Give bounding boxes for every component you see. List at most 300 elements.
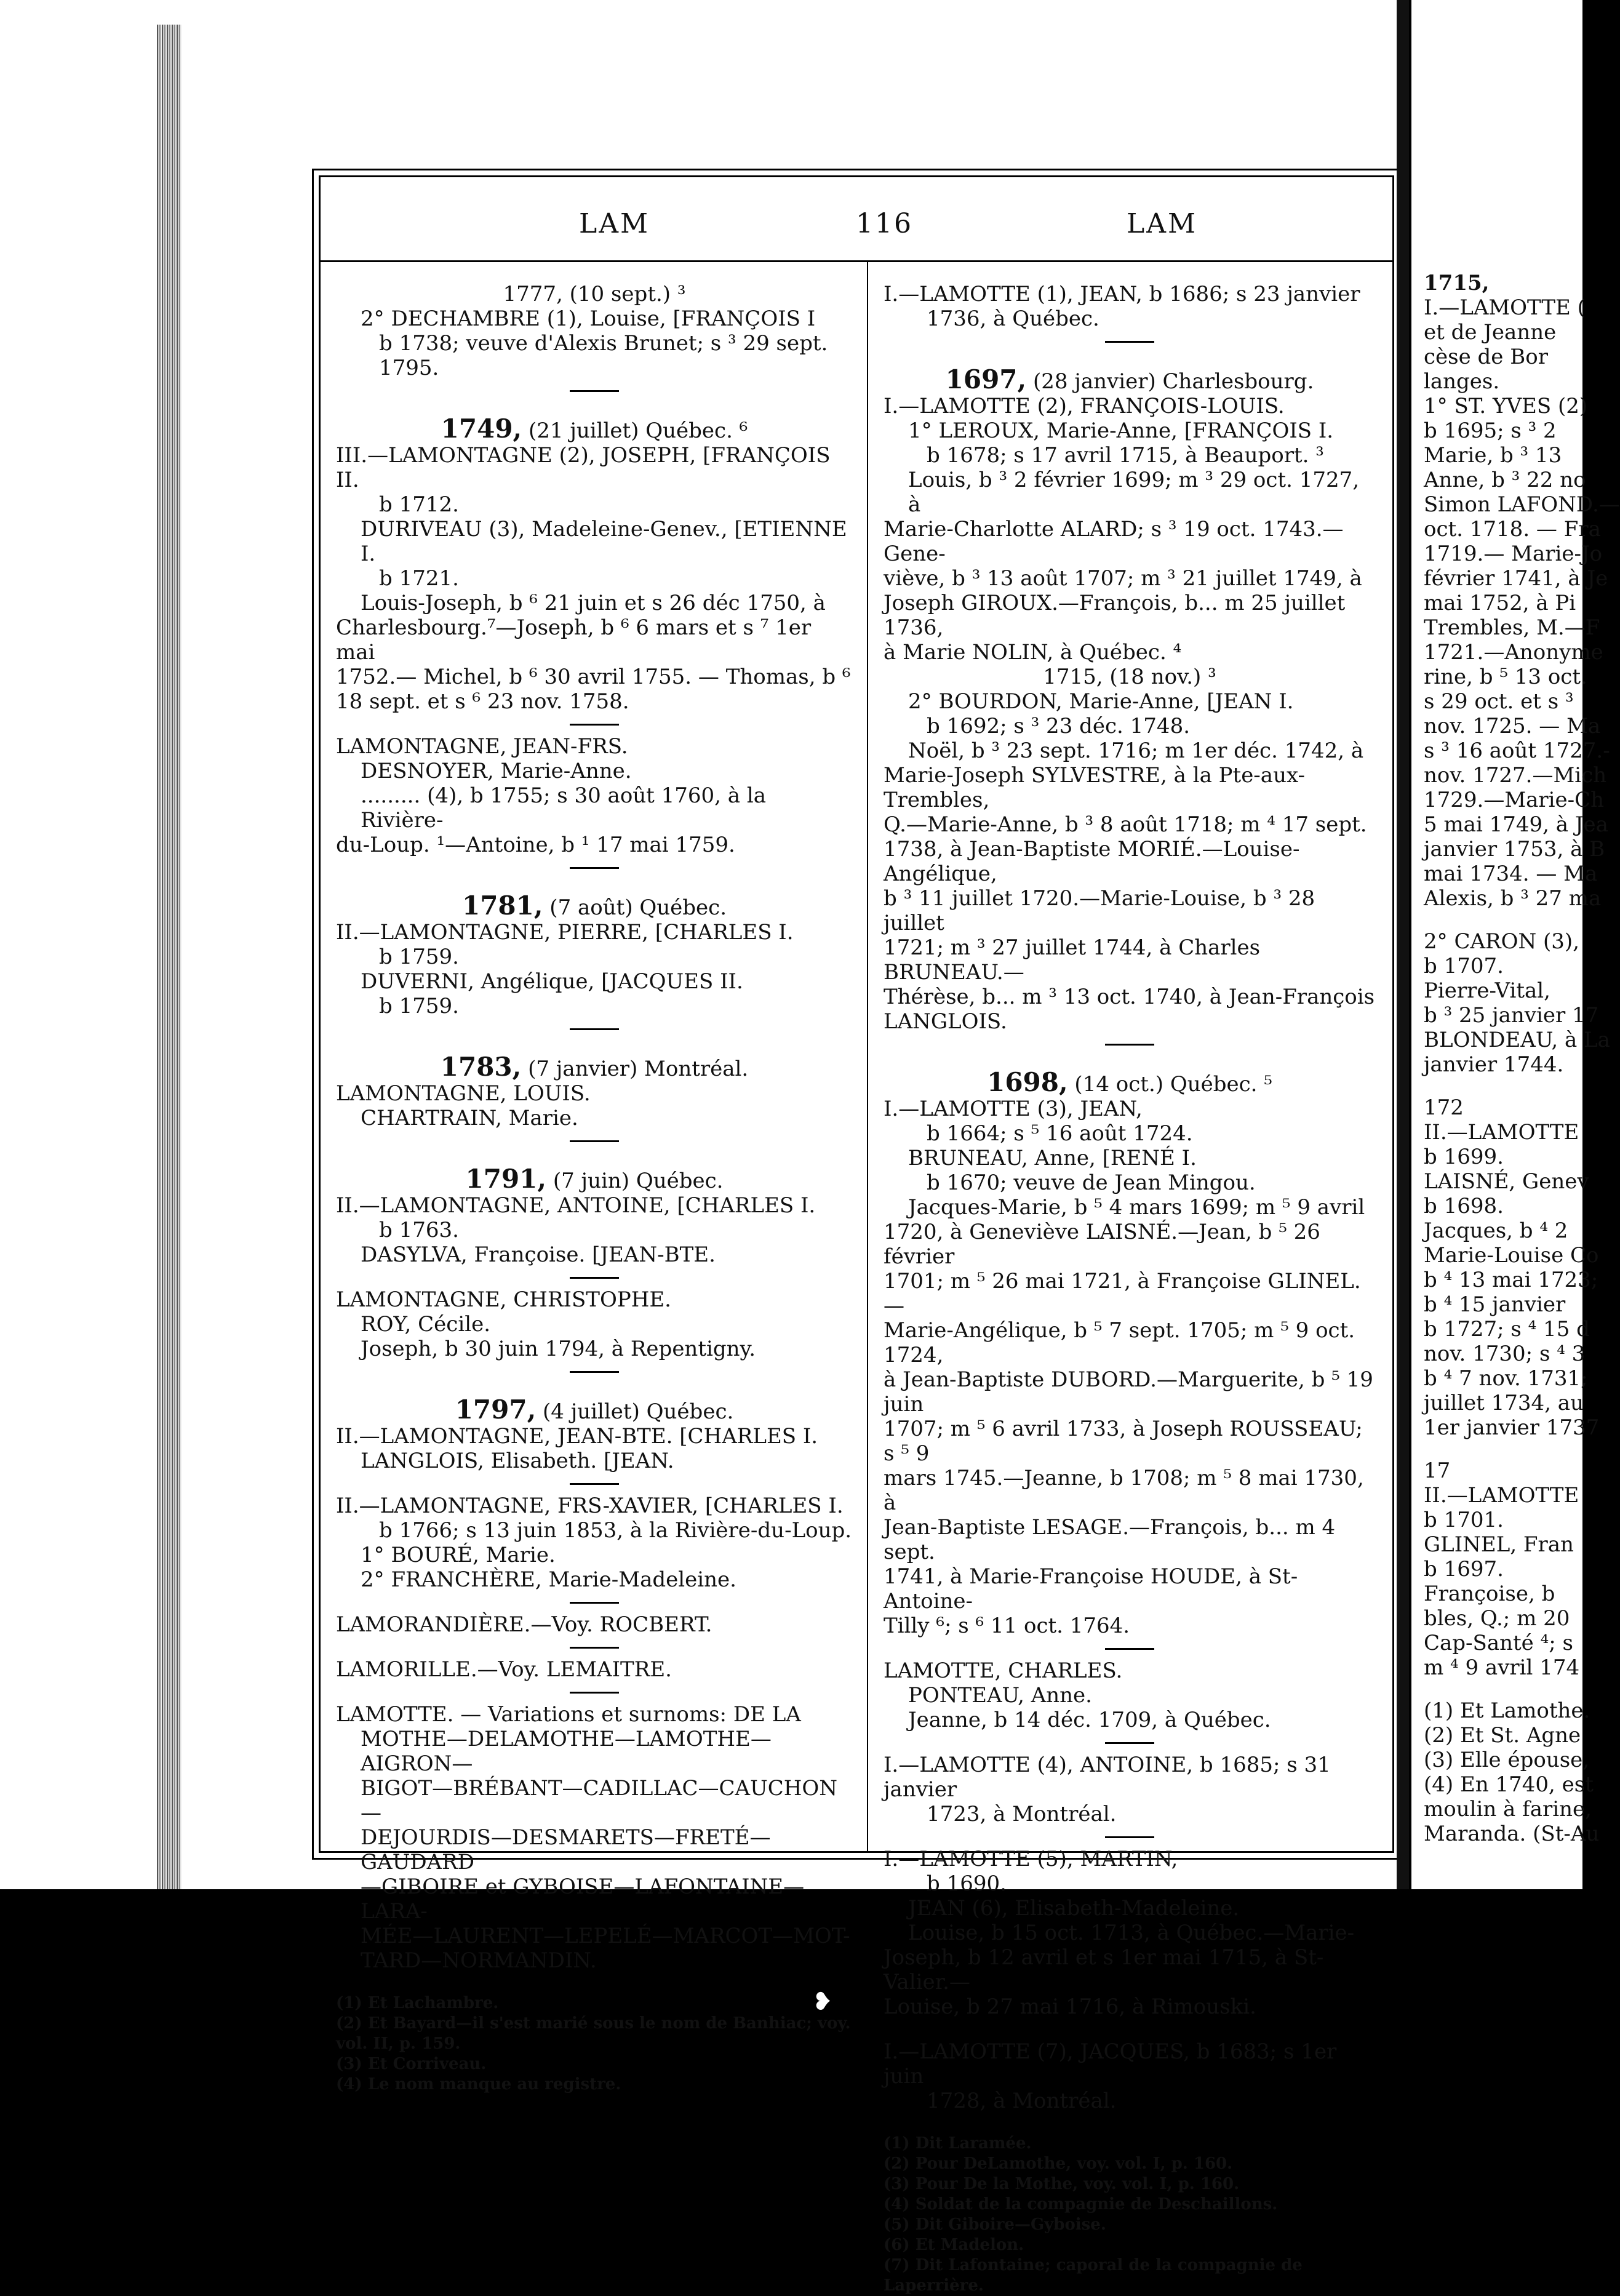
entry-line [884, 738, 1376, 763]
facing-line: II.—LAMOTTE [1424, 1483, 1579, 1508]
entry-line [336, 1825, 853, 1874]
entry-line [336, 443, 853, 492]
entry-line [884, 812, 1376, 837]
entry-line [336, 591, 853, 615]
facing-line: langes. [1424, 369, 1500, 394]
entry-line [884, 935, 1376, 985]
entry-separator [570, 1277, 619, 1279]
facing-line: b 1699. [1424, 1145, 1504, 1169]
entry-line [336, 833, 853, 857]
entry-line [336, 689, 853, 714]
entry-text: DEJOURDIS—DESMARETS—FRETÉ—GAUDARD [361, 1825, 771, 1874]
facing-page-text [1424, 271, 1620, 1846]
footnote: (1) Dit Laramée. [884, 2134, 1032, 2153]
facing-line: Trembles, M.—F [1424, 615, 1600, 640]
entry-text: 1701; m ⁵ 26 mai 1721, à Françoise GLINEL.— [884, 1269, 1361, 1318]
facing-line: 1729.—Marie-Ch [1424, 788, 1605, 812]
year: 1698, [987, 1067, 1068, 1097]
entry-text: b 1670; veuve de Jean Mingou. [927, 1170, 1256, 1195]
year: 1749, [441, 414, 522, 444]
footnote: (2) Et Bayard—il s'est marié sous le nom de Banhiac; voy. vol. II, p. 159. [336, 2014, 851, 2053]
facing-line: (1) Et Lamothe. [1424, 1698, 1590, 1723]
entry-text: I.—LAMOTTE (4), ANTOINE, b 1685; s 31 janvier [884, 1753, 1331, 1802]
marriage-year-line [884, 364, 1376, 394]
entry-line [884, 886, 1376, 935]
year: 1697, [945, 364, 1027, 394]
entry-separator [570, 1602, 619, 1604]
column-divider [867, 260, 868, 1851]
facing-line: Simon LAFOND.— [1424, 492, 1620, 517]
facing-line: moulin à farine, [1424, 1797, 1592, 1822]
entry-line [336, 994, 853, 1018]
entry-text: Louis-Joseph, b ⁶ 21 juin et s 26 déc 1750, à [361, 591, 826, 615]
entry-text: Jacques-Marie, b ⁵ 4 mars 1699; m ⁵ 9 avril [908, 1195, 1365, 1220]
facing-line: mai 1752, à Pi [1424, 591, 1576, 615]
entry-line [336, 1287, 853, 1312]
facing-line: nov. 1727.—Mich [1424, 763, 1607, 788]
entry-line [336, 1193, 853, 1218]
footnote: (5) Dit Giboire—Gyboise. [884, 2215, 1106, 2234]
entry-line [884, 2089, 1376, 2113]
entry-text: 1723, à Montréal. [927, 1802, 1117, 1826]
entry-text: 1° BOURÉ, Marie. [361, 1543, 556, 1567]
entry-line [336, 1424, 853, 1449]
entry-line [884, 763, 1376, 812]
entry-line [336, 1776, 853, 1825]
entry-line [336, 1106, 853, 1130]
entry-line [884, 591, 1376, 640]
entry-separator [1105, 1044, 1154, 1046]
year: 1783, [440, 1052, 522, 1082]
entry-line [336, 1567, 853, 1592]
entry-line [336, 1337, 853, 1361]
facing-line: b 1727; s ⁴ 15 d [1424, 1317, 1590, 1342]
entry-text: 2° DECHAMBRE (1), Louise, [FRANÇOIS I [361, 306, 816, 331]
entry-text: b 1692; s ³ 23 déc. 1748. [927, 714, 1191, 738]
entry-line [884, 1269, 1376, 1318]
facing-line: Pierre-Vital, [1424, 978, 1550, 1003]
entry-line [336, 1948, 853, 1973]
entry-text: à Marie NOLIN, à Québec. ⁴ [884, 640, 1182, 665]
footnote: (3) Pour De la Mothe, voy. vol. I, p. 160. [884, 2175, 1240, 2193]
entry-line [884, 566, 1376, 591]
facing-page [1409, 0, 1620, 1889]
facing-line: Marie-Louise Co [1424, 1243, 1599, 1268]
footnote: (4) Soldat de la compagnie de Deschaillons. [884, 2195, 1278, 2214]
marriage-year-line [884, 1067, 1376, 1097]
entry-text: II.—LAMONTAGNE, JEAN-BTE. [CHARLES I. [336, 1424, 818, 1449]
marriage-year-line [336, 414, 853, 444]
marriage-year-line [336, 1394, 853, 1425]
entry-text: Marie-Angélique, b ⁵ 7 sept. 1705; m ⁵ 9 oct. 1724, [884, 1318, 1355, 1367]
page-frame [319, 175, 1394, 2295]
entry-text: (7 août) Québec. [543, 895, 727, 920]
entry-text: I.—LAMOTTE (5), MARTIN, [884, 1847, 1178, 1871]
entry-line [336, 665, 853, 689]
entry-line [336, 1924, 853, 1948]
entry-text: 1738, à Jean-Baptiste MORIÉ.—Louise-Angélique, [884, 837, 1300, 886]
entry-separator [570, 1692, 619, 1694]
entry-line [884, 1896, 1376, 1921]
facing-line: Jacques, b ⁴ 2 [1424, 1218, 1568, 1243]
entry-line [884, 1318, 1376, 1367]
entry-line [884, 2039, 1376, 2089]
entry-line [884, 1195, 1376, 1220]
facing-line: nov. 1730; s ⁴ 3 [1424, 1342, 1586, 1366]
entry-line [336, 306, 853, 331]
entry-text: Marie-Joseph SYLVESTRE, à la Pte-aux-Trembles, [884, 763, 1306, 812]
entry-text: (21 juillet) Québec. ⁶ [522, 418, 748, 443]
facing-line: mai 1734. — Ma [1424, 862, 1598, 886]
facing-line: 172 [1424, 1095, 1464, 1120]
marriage-year-line [336, 1164, 853, 1194]
entry-text: I.—LAMOTTE (2), FRANÇOIS-LOUIS. [884, 394, 1285, 418]
footnotes [884, 2126, 1376, 2296]
facing-line: 17 [1424, 1458, 1451, 1483]
entry-text: 1715, (18 nov.) ³ [1043, 665, 1216, 689]
year: 1781, [461, 890, 543, 921]
entry-separator [1105, 341, 1154, 343]
entry-text: 1721; m ³ 27 juillet 1744, à Charles BRUNEAU.— [884, 935, 1261, 985]
left-column [336, 282, 853, 2095]
entry-text: Noël, b ³ 23 sept. 1716; m 1er déc. 1742, à [908, 738, 1364, 763]
entry-text: LAMOTTE, CHARLES. [884, 1658, 1123, 1683]
entry-text: II.—LAMONTAGNE, PIERRE, [CHARLES I. [336, 920, 794, 945]
facing-line: 1721.—Anonyme [1424, 640, 1603, 665]
entry-text: b 1664; s ⁵ 16 août 1724. [927, 1121, 1193, 1146]
entry-line [884, 1220, 1376, 1269]
entry-text: b 1721. [379, 566, 459, 591]
entry-line [336, 734, 853, 759]
entry-text: (28 janvier) Charlesbourg. [1026, 369, 1314, 394]
entry-separator [570, 1028, 619, 1030]
header-left: LAM [579, 208, 650, 239]
entry-line [884, 1009, 1376, 1034]
entry-text: b ³ 11 juillet 1720.—Marie-Louise, b ³ 28 juillet [884, 886, 1315, 935]
facing-line: Cap-Santé ⁴; s [1424, 1631, 1573, 1655]
entry-line [884, 1515, 1376, 1564]
entry-text: LAMOTTE. — Variations et surnoms: DE LA [336, 1702, 801, 1727]
entry-line [336, 492, 853, 517]
entry-text: b 1690. [927, 1871, 1007, 1896]
entry-line [336, 1727, 853, 1776]
facing-line: janvier 1744. [1424, 1052, 1564, 1077]
entry-line [884, 1121, 1376, 1146]
year: 1797, [455, 1394, 537, 1425]
page-number: 116 [856, 208, 913, 239]
entry-text: I.—LAMOTTE (7), JACQUES, b 1683; s 1er juin [884, 2039, 1337, 2089]
facing-line: bles, Q.; m 20 [1424, 1606, 1570, 1631]
facing-line: b ⁴ 7 nov. 1731; [1424, 1366, 1588, 1391]
entry-text: JEAN (6), Elisabeth-Madeleine. [908, 1896, 1240, 1921]
entry-text: Joseph GIROUX.—François, b... m 25 juillet 1736, [884, 591, 1346, 640]
entry-text: (4 juillet) Québec. [536, 1399, 734, 1424]
entry-text: I.—LAMOTTE (1), JEAN, b 1686; s 23 janvier [884, 282, 1360, 306]
entry-text: LANGLOIS, Elisabeth. [JEAN. [361, 1449, 674, 1473]
facing-line: Marie, b ³ 13 [1424, 443, 1562, 468]
entry-line [884, 443, 1376, 468]
facing-line: cèse de Bor [1424, 345, 1548, 369]
entry-text: 1777, (10 sept.) ³ [503, 282, 686, 306]
entry-text: Charlesbourg.⁷—Joseph, b ⁶ 6 mars et s ⁷ 1er mai [336, 615, 812, 665]
facing-line: Françoise, b [1424, 1582, 1555, 1606]
facing-line: Maranda. (St-Au [1424, 1822, 1600, 1846]
entry-line [884, 1146, 1376, 1170]
facing-line: b 1701. [1424, 1508, 1504, 1532]
facing-line: b 1695; s ³ 2 [1424, 418, 1557, 443]
entry-text: b 1766; s 13 juin 1853, à la Rivière-du-Loup. [379, 1518, 852, 1543]
entry-line [336, 615, 853, 665]
facing-line: Alexis, b ³ 27 ma [1424, 886, 1602, 911]
entry-text: Q.—Marie-Anne, b ³ 8 août 1718; m ⁴ 17 sept. [884, 812, 1367, 837]
entry-line [884, 1802, 1376, 1826]
entry-text: LAMONTAGNE, CHRISTOPHE. [336, 1287, 671, 1312]
entry-text: 1752.— Michel, b ⁶ 30 avril 1755. — Thomas, b ⁶ [336, 665, 851, 689]
entry-line [884, 394, 1376, 418]
entry-line [884, 1417, 1376, 1466]
entry-separator [570, 1647, 619, 1649]
entry-line [884, 1466, 1376, 1515]
entry-text: (7 janvier) Montréal. [521, 1057, 749, 1081]
entry-separator [1105, 1742, 1154, 1744]
entry-line [884, 1367, 1376, 1417]
entry-line [336, 920, 853, 945]
entry-line [336, 1518, 853, 1543]
facing-line: GLINEL, Fran [1424, 1532, 1574, 1557]
entry-text: BIGOT—BRÉBANT—CADILLAC—CAUCHON— [361, 1776, 837, 1825]
facing-line: (2) Et St. Agne [1424, 1723, 1581, 1748]
entry-text: b 1759. [379, 945, 459, 969]
facing-line: (3) Elle épouse, [1424, 1748, 1590, 1772]
entry-text: I.—LAMOTTE (3), JEAN, [884, 1097, 1143, 1121]
entry-separator [570, 1140, 619, 1142]
right-column [884, 282, 1376, 2296]
facing-line: nov. 1725. — Ma [1424, 714, 1601, 738]
entry-text: à Jean-Baptiste DUBORD.—Marguerite, b ⁵ 19 juin [884, 1367, 1373, 1417]
entry-line [884, 1097, 1376, 1121]
facing-line: janvier 1753, à B [1424, 837, 1605, 862]
entry-line [336, 331, 853, 356]
entry-line [336, 1874, 853, 1924]
entry-text: (7 juin) Québec. [546, 1169, 724, 1193]
entry-line [336, 282, 853, 306]
entry-separator [570, 1483, 619, 1485]
facing-line: 2° CARON (3), [1424, 929, 1580, 954]
facing-line [1424, 1440, 1608, 1458]
entry-line [884, 714, 1376, 738]
facing-line: m ⁴ 9 avril 174 [1424, 1655, 1580, 1680]
entry-text: Joseph, b 12 avril et s 1er mai 1715, à St-Valier.— [884, 1945, 1324, 1994]
entry-text: BRUNEAU, Anne, [RENÉ I. [908, 1146, 1197, 1170]
entry-text: II.—LAMONTAGNE, FRS-XAVIER, [CHARLES I. [336, 1494, 844, 1518]
entry-separator [1105, 1648, 1154, 1650]
entry-text: 1736, à Québec. [927, 306, 1099, 331]
entry-text: 2° FRANCHÈRE, Marie-Madeleine. [361, 1567, 736, 1592]
entry-line [884, 1708, 1376, 1732]
entry-text: Louis, b ³ 2 février 1699; m ³ 29 oct. 1727, à [908, 468, 1360, 517]
entry-line [884, 1564, 1376, 1614]
footnote: (1) Et Lachambre. [336, 1994, 499, 2012]
entry-text: II.—LAMONTAGNE, ANTOINE, [CHARLES I. [336, 1193, 816, 1218]
footnotes [336, 1985, 853, 2095]
footnote: (7) Dit Lafontaine; caporal de la compagnie de Laperrière. [884, 2256, 1303, 2295]
facing-line: b ⁴ 15 janvier [1424, 1292, 1566, 1317]
entry-text: LAMONTAGNE, JEAN-FRS. [336, 734, 628, 759]
entry-line [336, 759, 853, 783]
gutter [1397, 0, 1410, 1889]
entry-separator [570, 867, 619, 869]
entry-line [336, 1242, 853, 1267]
facing-line [1424, 911, 1608, 929]
facing-line: juillet 1734, au [1424, 1391, 1584, 1415]
entry-text: DASYLVA, Françoise. [JEAN-BTE. [361, 1242, 716, 1267]
entry-line [336, 1449, 853, 1473]
entry-separator [1105, 1836, 1154, 1838]
entry-line [336, 1081, 853, 1106]
entry-line [884, 1871, 1376, 1896]
entry-line [884, 1683, 1376, 1708]
entry-text: DUVERNI, Angélique, [JACQUES II. [361, 969, 743, 994]
scan-mark: ❥ [812, 1988, 833, 2016]
entry-separator [570, 390, 619, 392]
entry-text: 1720, à Geneviève LAISNÉ.—Jean, b ⁵ 26 février [884, 1220, 1320, 1269]
entry-line [884, 1614, 1376, 1638]
entry-line [884, 640, 1376, 665]
entry-text: b 1759. [379, 994, 459, 1018]
facing-line: II.—LAMOTTE [1424, 1120, 1579, 1145]
header-right: LAM [1127, 208, 1198, 239]
entry-separator [1105, 2029, 1154, 2031]
entry-line [884, 1921, 1376, 1945]
entry-line [884, 1170, 1376, 1195]
facing-line [1424, 1680, 1608, 1698]
facing-line: b 1698. [1424, 1194, 1504, 1218]
facing-line: b ³ 25 janvier 17 [1424, 1003, 1599, 1028]
facing-line: b ⁴ 13 mai 1723; [1424, 1268, 1598, 1292]
entry-line [336, 1612, 853, 1637]
entry-line [884, 665, 1376, 689]
entry-text: TARD—NORMANDIN. [361, 1948, 597, 1973]
facing-line: février 1741, à Je [1424, 566, 1608, 591]
entry-text: Marie-Charlotte ALARD; s ³ 19 oct. 1743.—Gene- [884, 517, 1344, 566]
entry-line [884, 306, 1376, 331]
entry-line [884, 1945, 1376, 1994]
facing-line: b 1707. [1424, 954, 1504, 978]
entry-text: CHARTRAIN, Marie. [361, 1106, 578, 1130]
facing-line: I.—LAMOTTE ( [1424, 295, 1586, 320]
entry-line [884, 468, 1376, 517]
entry-text: Jeanne, b 14 déc. 1709, à Québec. [908, 1708, 1271, 1732]
entry-text: MÉE—LAURENT—LEPELÉ—MARCOT—MOT- [361, 1924, 850, 1948]
entry-text: viève, b ³ 13 août 1707; m ³ 21 juillet 1749, à [884, 566, 1362, 591]
entry-text: ......... (4), b 1755; s 30 août 1760, à la Rivière- [361, 783, 767, 833]
facing-line: 1° ST. YVES (2) [1424, 394, 1588, 418]
facing-line: oct. 1718. — Fra [1424, 517, 1601, 542]
entry-text: Joseph, b 30 juin 1794, à Repentigny. [361, 1337, 756, 1361]
facing-line: rine, b ⁵ 13 oct. [1424, 665, 1587, 689]
entry-text: 1741, à Marie-Françoise HOUDE, à St-Antoine- [884, 1564, 1298, 1614]
entry-separator [570, 724, 619, 726]
entry-line [336, 1494, 853, 1518]
entry-text: DURIVEAU (3), Madeleine-Genev., [ETIENNE I. [361, 517, 847, 566]
entry-line [336, 969, 853, 994]
entry-line [336, 566, 853, 591]
entry-text: LAMONTAGNE, LOUIS. [336, 1081, 591, 1106]
entry-text: Jean-Baptiste LESAGE.—François, b... m 4 sept. [884, 1515, 1336, 1564]
entry-text: DESNOYER, Marie-Anne. [361, 759, 632, 783]
entry-line [884, 418, 1376, 443]
facing-line: 5 mai 1749, à Jea [1424, 812, 1608, 837]
facing-line: BLONDEAU, à La [1424, 1028, 1610, 1052]
facing-line: (4) En 1740, est [1424, 1772, 1594, 1797]
entry-text: b 1712. [379, 492, 459, 517]
entry-separator [570, 1371, 619, 1373]
entry-line [884, 1753, 1376, 1802]
marriage-year-line [336, 1052, 853, 1082]
running-header [321, 177, 1392, 262]
facing-line: 1er janvier 1737 [1424, 1415, 1600, 1440]
footnote: (2) Pour DeLamothe, voy. vol. I, p. 160. [884, 2154, 1233, 2173]
facing-line: 1715, [1424, 271, 1490, 295]
entry-line [884, 1658, 1376, 1683]
entry-line [336, 1312, 853, 1337]
facing-line: s 29 oct. et s ³ [1424, 689, 1574, 714]
entry-text: PONTEAU, Anne. [908, 1683, 1092, 1708]
entry-line [336, 356, 853, 380]
entry-text: du-Loup. ¹—Antoine, b ¹ 17 mai 1759. [336, 833, 735, 857]
facing-line: et de Jeanne [1424, 320, 1557, 345]
entry-line [336, 783, 853, 833]
footnote: (3) Et Corriveau. [336, 2055, 487, 2073]
facing-line: LAISNÉ, Genev [1424, 1169, 1589, 1194]
facing-line: b 1697. [1424, 1557, 1504, 1582]
entry-line [884, 1994, 1376, 2019]
marriage-year-line [336, 890, 853, 921]
entry-text: 1728, à Montréal. [927, 2089, 1117, 2113]
entry-text: LANGLOIS. [884, 1009, 1007, 1034]
facing-line: 1719.— Marie-Jo [1424, 542, 1603, 566]
entry-line [884, 985, 1376, 1009]
entry-line [884, 1847, 1376, 1871]
entry-text: III.—LAMONTAGNE (2), JOSEPH, [FRANÇOIS II. [336, 443, 831, 492]
entry-text: b 1763. [379, 1218, 459, 1242]
entry-text: 18 sept. et s ⁶ 23 nov. 1758. [336, 689, 629, 714]
entry-text: MOTHE—DELAMOTHE—LAMOTHE—AIGRON— [361, 1727, 772, 1776]
entry-line [884, 517, 1376, 566]
entry-text: Louise, b 27 mai 1716, à Rimouski. [884, 1994, 1256, 2019]
entry-text: mars 1745.—Jeanne, b 1708; m ⁵ 8 mai 1730, à [884, 1466, 1364, 1515]
entry-line [336, 1657, 853, 1682]
entry-text: Louise, b 15 oct. 1713, à Québec.—Marie- [908, 1921, 1355, 1945]
entry-text: b 1678; s 17 avril 1715, à Beauport. ³ [927, 443, 1324, 468]
entry-text: (14 oct.) Québec. ⁵ [1067, 1072, 1272, 1097]
page-edge [157, 25, 182, 1889]
entry-text: Thérèse, b... m ³ 13 oct. 1740, à Jean-François [884, 985, 1375, 1009]
entry-text: 1° LEROUX, Marie-Anne, [FRANÇOIS I. [908, 418, 1334, 443]
year: 1791, [465, 1164, 547, 1194]
entry-text: 2° BOURDON, Marie-Anne, [JEAN I. [908, 689, 1294, 714]
footnote: (4) Le nom manque au registre. [336, 2075, 621, 2094]
entry-line [336, 1543, 853, 1567]
entry-line [336, 517, 853, 566]
footnote: (6) Et Madelon. [884, 2236, 1024, 2254]
entry-text: Tilly ⁶; s ⁶ 11 oct. 1764. [884, 1614, 1130, 1638]
entry-text: LAMORANDIÈRE.—Voy. ROCBERT. [336, 1612, 712, 1637]
facing-line: s ³ 16 août 1727.- [1424, 738, 1610, 763]
entry-line [336, 945, 853, 969]
entry-text: 1795. [379, 356, 439, 380]
entry-text: 1707; m ⁵ 6 avril 1733, à Joseph ROUSSEAU; s ⁵ 9 [884, 1417, 1363, 1466]
